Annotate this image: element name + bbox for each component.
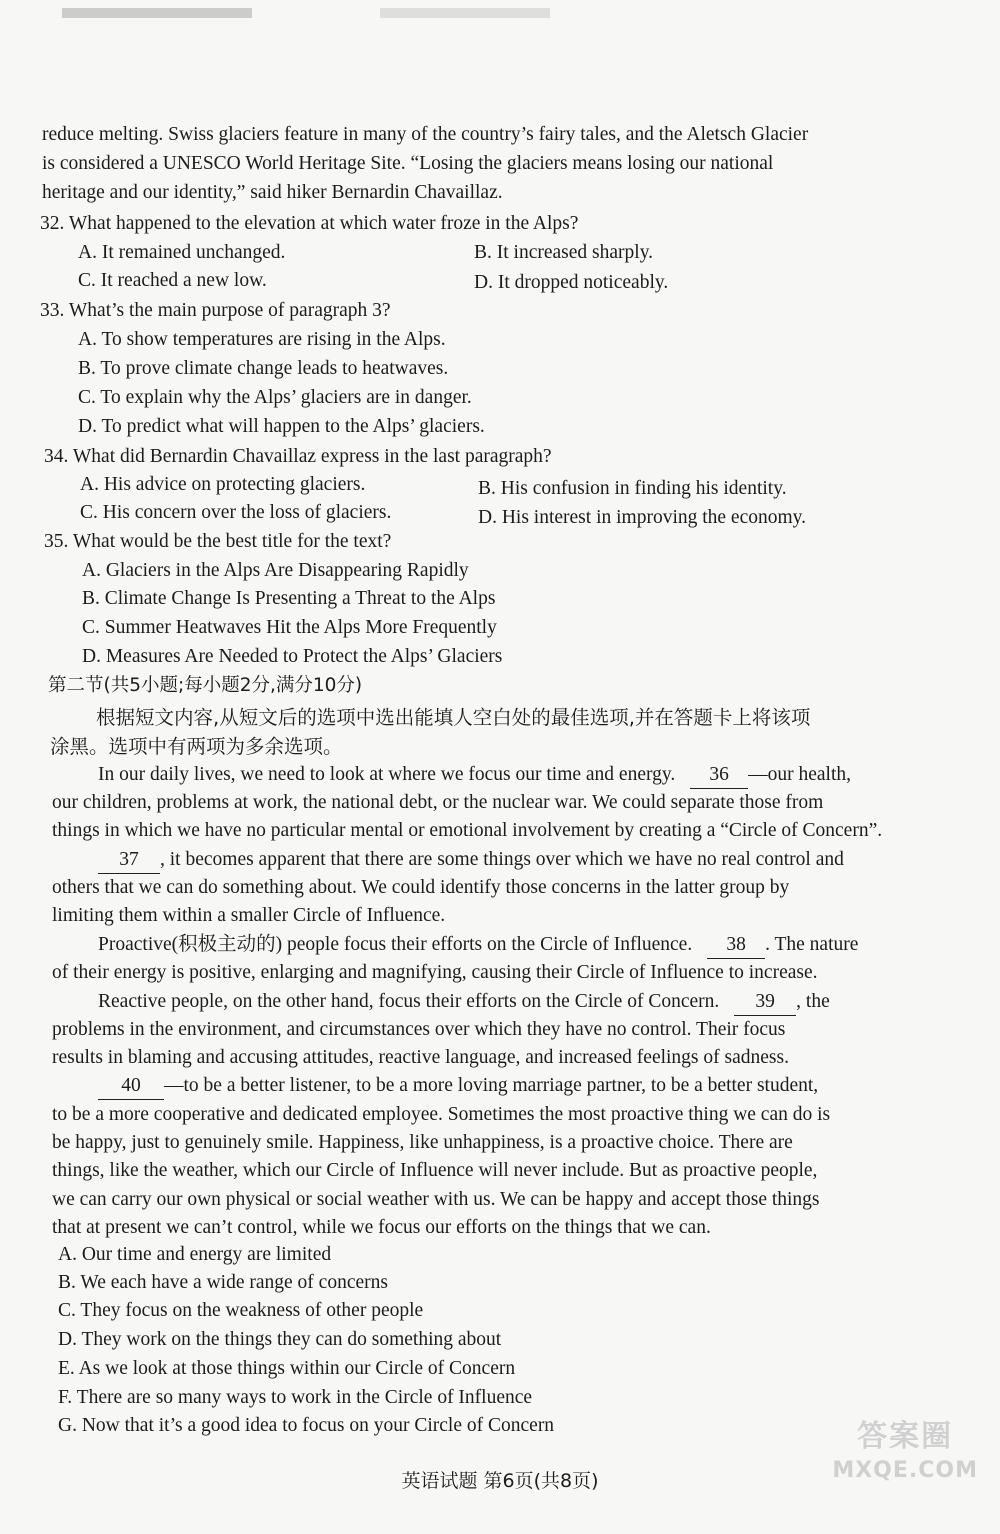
cloze-text: , the — [796, 991, 830, 1012]
blank-40: 40 — [98, 1073, 164, 1100]
passage-line: heritage and our identity,” said hiker Bernardin Chavaillaz. — [42, 182, 503, 203]
blank-37: 37 — [98, 847, 160, 874]
option-32-b: B. It increased sharply. — [474, 242, 654, 263]
scan-artifact — [62, 8, 252, 18]
cloze-line: things, like the weather, which our Circle of Influence will never include. But as proactive people, — [52, 1160, 818, 1181]
option-32-c: C. It reached a new low. — [78, 270, 267, 291]
option-34-c: C. His concern over the loss of glaciers. — [80, 502, 392, 523]
cloze-option-f: F. There are so many ways to work in the Circle of Influence — [58, 1387, 533, 1408]
cloze-line: be happy, just to genuinely smile. Happiness, like unhappiness, is a proactive choice. There are — [52, 1132, 793, 1153]
cloze-line: limiting them within a smaller Circle of Influence. — [52, 905, 446, 926]
cloze-text: Proactive(积极主动的) people focus their efforts on the Circle of Influence. — [98, 934, 693, 955]
cloze-option-g: G. Now that it’s a good idea to focus on your Circle of Concern — [58, 1415, 555, 1436]
cloze-line: results in blaming and accusing attitudes, reactive language, and increased feelings of sadness. — [52, 1047, 789, 1068]
cloze-option-e: E. As we look at those things within our Circle of Concern — [58, 1358, 516, 1379]
option-34-d: D. His interest in improving the economy. — [478, 507, 807, 528]
option-32-d: D. It dropped noticeably. — [474, 272, 669, 293]
cloze-line — [98, 989, 830, 1016]
passage-line: reduce melting. Swiss glaciers feature in many of the country’s fairy tales, and the Aletsch Glacier — [42, 124, 809, 145]
cloze-text: , it becomes apparent that there are some things over which we have no real control and — [160, 849, 844, 870]
cloze-line — [98, 932, 858, 959]
option-35-d: D. Measures Are Needed to Protect the Alps’ Glaciers — [82, 646, 503, 667]
cloze-line — [98, 762, 851, 789]
cloze-line: things in which we have no particular mental or emotional involvement by creating a “Circle of Concern”. — [52, 820, 883, 841]
option-34-a: A. His advice on protecting glaciers. — [80, 474, 366, 495]
cloze-text: —to be a better listener, to be a more loving marriage partner, to be a better student, — [164, 1075, 819, 1096]
cloze-line: others that we can do something about. We could identify those concerns in the latter group by — [52, 877, 790, 898]
cloze-option-b: B. We each have a wide range of concerns — [58, 1272, 388, 1293]
cloze-option-d: D. They work on the things they can do something about — [58, 1329, 502, 1350]
option-33-b: B. To prove climate change leads to heatwaves. — [78, 358, 449, 379]
cloze-text: Reactive people, on the other hand, focus their efforts on the Circle of Concern. — [98, 991, 720, 1012]
blank-38: 38 — [707, 932, 765, 959]
watermark-url: MXQE.COM — [832, 1458, 978, 1483]
cloze-text: . The nature — [765, 934, 859, 955]
cloze-line: to be a more cooperative and dedicated employee. Sometimes the most proactive thing we can do is — [52, 1104, 831, 1125]
option-35-a: A. Glaciers in the Alps Are Disappearing Rapidly — [82, 560, 469, 581]
option-33-d: D. To predict what will happen to the Alps’ glaciers. — [78, 416, 485, 437]
cloze-line: that at present we can’t control, while we focus our efforts on the things that we can. — [52, 1217, 711, 1238]
section-instruction: 涂黑。选项中有两项为多余选项。 — [50, 735, 343, 758]
option-33-c: C. To explain why the Alps’ glaciers are in danger. — [78, 387, 472, 408]
scan-artifact — [380, 8, 550, 18]
watermark-logo — [832, 1420, 978, 1488]
option-33-a: A. To show temperatures are rising in the Alps. — [78, 329, 446, 350]
cloze-text: In our daily lives, we need to look at where we focus our time and energy. — [98, 764, 676, 785]
option-35-c: C. Summer Heatwaves Hit the Alps More Frequently — [82, 617, 497, 638]
cloze-option-c: C. They focus on the weakness of other people — [58, 1300, 424, 1321]
blank-39: 39 — [734, 989, 796, 1016]
page-footer: 英语试题 第6页(共8页) — [401, 1470, 599, 1492]
watermark-text: 答案圈 — [857, 1419, 954, 1454]
section-heading: 第二节(共5小题;每小题2分,满分10分) — [48, 675, 363, 696]
cloze-line: of their energy is positive, enlarging and magnifying, causing their Circle of Influence to increase. — [52, 962, 818, 983]
question-33-stem: 33. What’s the main purpose of paragraph 3? — [40, 300, 391, 321]
passage-line: is considered a UNESCO World Heritage Site. “Losing the glaciers means losing our national — [42, 153, 774, 174]
section-instruction: 根据短文内容,从短文后的选项中选出能填人空白处的最佳选项,并在答题卡上将该项 — [96, 706, 811, 729]
cloze-line — [98, 1073, 818, 1100]
cloze-line: problems in the environment, and circumstances over which they have no control. Their focus — [52, 1019, 786, 1040]
question-35-stem: 35. What would be the best title for the text? — [44, 531, 392, 552]
cloze-line — [98, 847, 844, 874]
cloze-line: we can carry our own physical or social weather with us. We can be happy and accept those things — [52, 1189, 820, 1210]
cloze-option-a: A. Our time and energy are limited — [58, 1244, 332, 1265]
question-32-stem: 32. What happened to the elevation at which water froze in the Alps? — [40, 213, 579, 234]
option-32-a: A. It remained unchanged. — [78, 242, 286, 263]
cloze-line: our children, problems at work, the national debt, or the nuclear war. We could separate those from — [52, 792, 824, 813]
question-34-stem: 34. What did Bernardin Chavaillaz express in the last paragraph? — [44, 446, 552, 467]
option-35-b: B. Climate Change Is Presenting a Threat to the Alps — [82, 588, 496, 609]
option-34-b: B. His confusion in finding his identity. — [478, 478, 787, 499]
blank-36: 36 — [690, 762, 748, 789]
cloze-text: —our health, — [748, 764, 852, 785]
